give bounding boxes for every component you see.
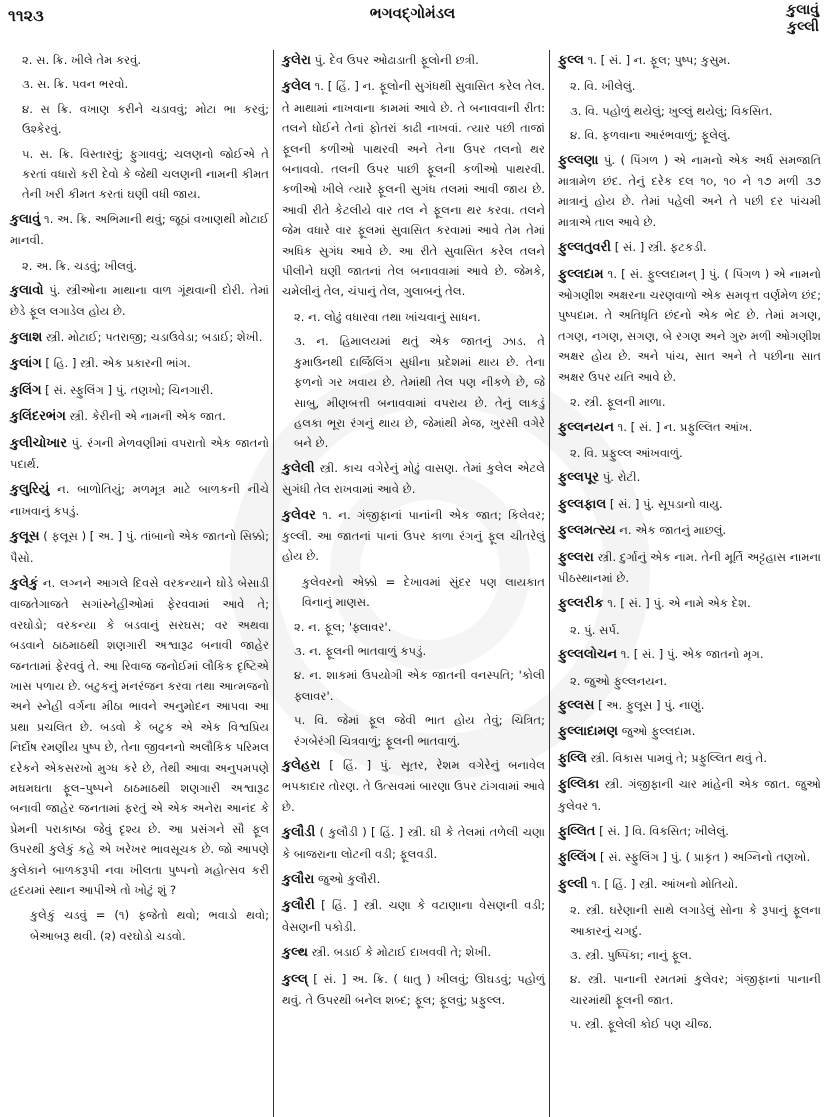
definition-text: પું. રોટી. [602, 470, 641, 485]
sub-sense: ૨. પું. સર્પ. [570, 622, 620, 637]
definition-text: [ અ. ફુલૂસ ] પું. નાણું. [598, 697, 705, 712]
headword: ફુલ્લિત [558, 824, 596, 839]
dictionary-entry [10, 479, 269, 521]
definition-text: ૧. [ હિં. ] સ્ત્રી. આંખનો મોતિયો. [591, 876, 739, 891]
headword: કુલ્થ [282, 945, 308, 961]
headword: ફુલ્લિ [558, 750, 587, 766]
book-title: ભગવદ્ગોમંડલ [369, 4, 456, 22]
headword: કુલૌડી [282, 825, 316, 841]
headword: ફુલ્લરીક [558, 596, 604, 612]
definition-text: પું. દેવ ઉપર ઓઢાડાતી ફૂલોની છત્રી. [314, 53, 479, 67]
dictionary-entry [282, 869, 545, 890]
headword: ફુલ્લ [558, 53, 584, 68]
headword: ફુલ્લસ [558, 697, 595, 713]
sub-sense: ૨. વિ. ખીલેલું. [570, 79, 636, 94]
headword: કુલૌરી [282, 898, 315, 914]
headword: કુલાંગ [10, 356, 42, 372]
dictionary-entry [10, 209, 269, 251]
sub-sense: ૩. ન. હિમાલયમાં થતું એક જાતનું ઝાડ. તે કુમાઉનથી દાર્જિલિંગ સુધીના પ્રદેશમાં થાય છે. તેના ફળનો ગર ખવાય છે. તેમાંથી તેલ પણ નીકળે છે, જે સાબુ, મીણબત્તી બનાવવામાં વપરાય છે. તેનું લાકડું હલકા ભૂરા રંગનું થાય છે, જેમાંથી મેજ, ખુરસી વગેરે બને છે. [294, 334, 545, 451]
headword: ફુલ્લનયન [558, 419, 614, 435]
dictionary-entry [282, 505, 545, 567]
dictionary-columns [0, 50, 825, 1117]
idiom-definition: કુલેકું ચડવું = (૧) ફજેતો થવો; ભવાડો થવો; બેઆબરૂ થવી. (૨) વરઘોડો ચડવો. [30, 908, 269, 943]
dictionary-entry [558, 821, 821, 842]
headword: ફુલ્લાદામણ [558, 724, 619, 740]
definition-text: ન. બાળોતિયું; મળમૂત્ર માટે બાળકની નીચે નાખવાનું કપડું. [10, 482, 269, 518]
definition-text: પું. રંગની મેળવણીમાં વપરાતો એક જાતનો પદાર્થ. [10, 435, 269, 471]
headword: ફુલ્લફાલ [558, 496, 607, 512]
definition-text: [ સં. ] વિ. વિકસિત; ખીલેલું. [599, 824, 729, 838]
headword: કુલાશ [10, 329, 43, 345]
definition-text: ૧. અ. ક્રિ. અભિમાની થવું; જૂઠાં વખાણથી મોટાઈ માનવી. [10, 211, 269, 248]
definition-text: ૧. [ સં. ] ન. ફૂલ; પુષ્પ; કુસુમ. [587, 53, 731, 67]
column-2 [273, 50, 549, 1117]
idiom-definition: કુલેવરનો એક્કો = દેખાવમાં સુંદર પણ લાયકાત વિનાનું માણસ. [302, 574, 545, 610]
definition-text: ૧. [ સં. ફુલ્લદામન્ ] પું. ( પિંગળ ) એ નામનો ઓગણીશ અક્ષરના ચરણવાળો એક સમવૃત્ત વર્ણમેળ છંદ; પુષ્પદામ. તે અતિધૃતિ છંદનો એક ભેદ છે. તેમાં મગણ, તગણ, નગણ, સગણ, બે રગણ અને ગુરુ મળી ઓગણીશ અક્ષર હોય છે. અને પાંચ, સાત અને તે પછીના સાત અક્ષર ઉપર યતિ આવે છે. [558, 266, 821, 384]
column-1 [0, 50, 273, 1117]
dictionary-entry [10, 327, 269, 348]
headword: કુલ્લ્ [282, 971, 308, 987]
definition-text: ન. લગ્નને આગલે દિવસે વરકન્યાને ઘોડે બેસાડી વાજતેગાજતે સગાંસ્નેહીઓમાં ફેરવવામાં આવે તે; વરઘોડો; વરકન્યા કે બડવાનું સરઘસ; વર અથવા બડવાને ઠાઠમાઠથી શણગારી અશ્વારૂઢ બનાવી જાહેર જનતામાં ફેરવવું તે. આ રિવાજ જનોઈમાં લૌકિક દૃષ્ટિએ ખાસ પળાય છે. બટુકનું મનરંજન કરવા તથા આત્મજનો અને સ્નેહી વર્ગના મીઠા ભાવને અનુમોદન આપવા આ પ્રથા પ્રચલિત છે. બડવો કે બટુક એ એક વિશ્વપ્રિય નિર્દોષ રમણીય પુષ્પ છે, તેના જીવનનો અલૌકિક પરિમલ દરેકને એકસરખો મુગ્ધ કરે છે, તેથી આવા અનુપમપણે મઘમઘતા ફૂલ–પુષ્પને ઠાઠમાઠથી શણગારી અશ્વારૂઢ બનાવી જાહેર જનતામાં ફરતું એ એક અનેરા આનંદ કે પ્રેમની પરાકાષ્ઠા જેવું દૃશ્ય છે. આ પ્રસંગને સૌ ફૂલ ઉપરથી કુલેકું કહે એ ખરેખર ભાવસૂચક છે. જો આપણે કુલેકાને બાળકરૂપી નવા ખીલતા પુષ્પનો મહોત્સવ કરી હૃદયમાં સ્થાન આપીએ તો ખોટું શું ? [10, 575, 269, 898]
dictionary-entry [558, 593, 821, 614]
guide-word-first: કુલાવું [786, 2, 819, 18]
definition-text: [ હિ. ] સ્ત્રી. એક પ્રકારની ભાંગ. [45, 356, 191, 371]
definition-text: [ સં. ] અ. ક્રિ. ( ધાતુ ) ખીલવું; ઊઘડવું; પહોળું થવું. તે ઉપરથી બનેલ શબ્દ; ફૂલ; ફૂલવું; પ્રફુલ્લ. [282, 971, 545, 1008]
headword: કુલેરા [282, 53, 311, 68]
headword: ફુલ્લિકા [558, 777, 600, 793]
headword: ફુલ્લપૂર [558, 470, 600, 486]
headword: ફુલ્લરા [558, 549, 594, 565]
headword: કુલુરિયું [10, 482, 50, 498]
guide-word-last: કુલ્લી [787, 19, 819, 35]
dictionary-entry [558, 264, 821, 387]
dictionary-entry [558, 644, 821, 665]
definition-text: સ્ત્રી. કેરીની એ નામની એક જાત. [69, 409, 226, 424]
dictionary-entry [558, 874, 821, 895]
sub-sense: ૨. ન. લોઢું વધારવા તથા ખાંચવાનું સાધન. [294, 309, 481, 324]
headword: કુલિંદરભંગ [10, 409, 66, 425]
sub-sense: ૨. ન. ફૂલ; 'ફ્લાવર'. [294, 619, 392, 634]
definition-text: ૧. [ સં. ] ન. પ્રફુલ્લિત આંખ. [617, 419, 753, 434]
sub-sense: ૨. અ. ક્રિ. ચડવું; ખીલવું. [22, 258, 137, 273]
sub-sense: ૩. વિ. પહોળું થયેલું; ખુલ્લું થયેલું; વિકસિત. [570, 103, 773, 118]
dictionary-entry [558, 774, 821, 816]
definition-text: ૧. [ સં. ] પું. એ નામે એક દેશ. [607, 596, 751, 611]
headword: કુલાવો [10, 283, 44, 299]
headword: ફુલ્લતુવરી [558, 240, 612, 256]
dictionary-entry [10, 353, 269, 374]
definition-text: પું. ( પિંગળ ) એ નામનો એક અર્ધ સમજાતિ માત્રામેળ છંદ. તેનું દરેક દલ ૧૦, ૧૦ ને ૧૭ મળી ૩૭ માત્રાનું હોય છે. તેમાં પહેલી અને તે પછી દર પાંચમી માત્રાએ તાલ આવે છે. [558, 152, 822, 229]
definition-text: ન. એક જાતનું માછલું. [619, 523, 727, 538]
dictionary-entry [558, 150, 821, 233]
definition-text: ( કુલૌડી ) [ હિં. ] સ્ત્રી. ઘી કે તેલમાં તળેલી ચણા કે બાજરાના લોટની વડી; ફૂલવડી. [282, 825, 545, 861]
sub-sense: ૩. સ્ત્રી. પુષ્પિકા; નાનું ફૂલ. [570, 948, 692, 963]
dictionary-entry [558, 847, 821, 868]
definition-text: [ સં. સ્ફુલિંગ ] પું. ( પ્રાકૃત ) અગ્નિનો તણખો. [600, 850, 811, 865]
dictionary-entry [558, 50, 821, 71]
headword: કુલૌરા [282, 872, 315, 888]
page-number: ૧૧૨૩ [8, 6, 44, 25]
dictionary-entry [282, 458, 545, 500]
dictionary-entry [558, 748, 821, 769]
dictionary-entry [558, 417, 821, 438]
sub-sense: ૨. સ. ક્રિ. ખીલે તેમ કરવું. [22, 53, 142, 67]
dictionary-entry [282, 76, 545, 301]
definition-text: જુઓ કુલૌરી. [317, 872, 381, 887]
headword: ફુલ્લમત્સ્ય [558, 523, 616, 539]
sub-sense: ૫. સ. ક્રિ. વિસ્તારવું; ફુગાવવું; ચલણનો જોઈએ તે કરતાં વધારો કરી દેવો કે જેથી ચલણની નામની કીમત તેની ખરી કીમત કરતાં ઘણી વધી જાય. [22, 146, 269, 202]
headword: કુલીચોખાર [10, 435, 67, 451]
definition-text: સ્ત્રી. દુર્ગાનું એક નામ. તેની મૂર્તિ અટ્ટહાસ નામના પીઠસ્થાનમાં છે. [558, 549, 821, 585]
sub-sense: ૪. સ ક્રિ. વખાણ કરીને ચડાવવું; મોટા ભા કરવું; ઉશ્કેરવું. [22, 101, 269, 137]
definition-text: સ્ત્રી. મોટાઈ; પતરાજી; ચડાઉવેડા; બડાઈ; શેખી. [45, 329, 263, 344]
definition-text: [ હિં. ] સ્ત્રી. ચણા કે વટાણાના વેસણની વડી; વેસણની પકોડી. [282, 898, 545, 934]
dictionary-entry [10, 380, 269, 401]
definition-text: સ્ત્રી. વિકાસ પામવું તે; પ્રફુલ્લિત થવું તે. [590, 750, 768, 765]
sub-sense: ૫. સ્ત્રી. ફૂલેલી કોઈ પણ ચીજ. [570, 1017, 713, 1032]
guide-words [786, 2, 819, 36]
headword: ફુલ્લલોચન [558, 647, 618, 663]
sub-sense: ૨. સ્ત્રી. ફૂલની માળા. [570, 395, 666, 410]
dictionary-entry [558, 547, 821, 589]
definition-text: ( ફલૂસ ) [ અ. ] પું. તાંબાનો એક જાતનો સિક્કો; પૈસો. [10, 529, 270, 565]
dictionary-entry [558, 721, 821, 742]
headword: ફુલ્લદામ [558, 266, 604, 282]
sub-sense: ૨. જુઓ ફુલ્લનયન. [570, 673, 668, 688]
headword: ફુલ્લણા [558, 152, 599, 168]
definition-text: પું. સ્ત્રીઓના માથાના વાળ ગૂંથવાની દોરી. તેમાં છેડે ફૂલ લગાડેલ હોય છે. [10, 283, 269, 319]
definition-text: જુઓ ફુલ્લદામ. [621, 724, 696, 739]
sub-sense: ૨. સ્ત્રી. ઘરેણાની સાથે લગાડેલું સોના કે રૂપાનું ફૂલના આકારનું ચગદું. [570, 903, 821, 938]
sub-sense: ૩. ન. ફૂલની ભાતવાળું કપડું. [294, 643, 427, 658]
headword: કુલેલી [282, 460, 315, 476]
definition-text: સ્ત્રી. બડાઈ કે મોટાઈ દાખવવી તે; શેખી. [311, 945, 492, 960]
headword: કુલેવર [282, 507, 316, 523]
definition-text: [ સં. સ્ફુલિંગ ] પું. તણખો; ચિનગારી. [45, 382, 214, 397]
dictionary-entry [10, 526, 269, 568]
page-header [0, 0, 825, 48]
dictionary-entry [558, 695, 821, 716]
definition-text: ૧. [ સં. ] પું. એક જાતનો મૃગ. [620, 647, 764, 662]
sub-sense: ૨. વિ. પ્રફુલ્લ આંખવાળું. [570, 445, 683, 460]
dictionary-entry [558, 494, 821, 515]
dictionary-entry [10, 573, 269, 901]
column-3 [549, 50, 825, 1117]
dictionary-entry [282, 755, 545, 817]
sub-sense: ૪. ન. શાકમાં ઉપયોગી એક જાતની વનસ્પતિ; 'કોલી ફ્લાવર'. [294, 668, 545, 703]
sub-sense: ૪. સ્ત્રી. પાનાની રમતમાં કુલેવર; ગંજીફાનાં પાનાની ચારમાંથી ફૂલની જાત. [570, 972, 821, 1007]
dictionary-entry [282, 822, 545, 864]
dictionary-entry [558, 467, 821, 488]
definition-text: [ હિં. ] પું. સૂતર, રેશમ વગેરેનું બનાવેલ ભપકાદાર તોરણ. તે ઉત્સવમાં બારણા ઉપર ટાંગવામાં આવે છે. [282, 758, 545, 814]
sub-sense: ૩. સ. ક્રિ. પવન ભરવો. [22, 77, 129, 92]
definition-text: સ્ત્રી. કાચ વગેરેનું મોઢું વાસણ. તેમાં કુલેલ એટલે સુગંધી તેલ રાખવામાં આવે છે. [282, 460, 545, 497]
sub-sense: ૪. વિ. ફળવાના આરંભવાળું; ફૂલેલું. [570, 128, 731, 143]
dictionary-entry [10, 406, 269, 427]
definition-text: ૧. ન. ગંજીફાનાં પાનાંની એક જાત; કિલેવર; કુલ્લી. આ જાતનાં પાનાં ઉપર કાળા રંગનું ફૂલ ચીતરેલું હોય છે. [282, 507, 546, 564]
definition-text: [ સં. ] પું. સૂપડાનો વાયુ. [609, 496, 723, 511]
headword: કુલેકું [10, 575, 39, 591]
dictionary-entry [282, 969, 545, 1011]
dictionary-entry [558, 520, 821, 541]
headword: કુલૂસ [10, 529, 40, 545]
sub-sense: ૫. વિ. જેમાં ફૂલ જેવી ભાત હોય તેવું; ચિત્રિત; રંગબેરંગી ચિત્રવાળું; ફૂલની ભાતવાળું. [294, 713, 545, 748]
definition-text: સ્ત્રી. ગંજીફાની ચાર માંહેની એક જાત. જુઓ કુલેવર ૧. [558, 777, 821, 813]
definition-text: ૧. [ હિં. ] ન. ફૂલોની સુગંધથી સુવાસિત કરેલ તેલ. તે માથામાં નાખવાના કામમાં આવે છે. તે બનાવવાની રીત: તલને ધોઈને તેનાં ફોતરાં કાઢી નાખવાં. ત્યાર પછી તાજાં ફૂલની કળીઓ પાથરવી અને તેના ઉપર તલનો થર બનાવવો. તલની ઉપર પાછી ફૂલની કળીઓ પાથરવી. કળીઓ ખીલે ત્યારે ફૂલની સુગંધ તલમાં આવી જાય છે. આવી રીતે કેટલીયે વાર તલ ને ફૂલના થર કરવા. તલને જેમ વધારે વાર ફૂલમાં સુવાસિત કરવામાં આવે તેમ તેમાં અધિક સુગંધ આવે છે. આ રીતે સુવાસિત કરેલ તલને પીલીને ઘણી જાતનાં તેલ બનાવવામાં આવે છે. જેમકે, ચમેલીનું તેલ, ચંપાનું તેલ, ગુલાબનું તેલ. [282, 79, 545, 299]
dictionary-entry [282, 895, 545, 937]
dictionary-entry [282, 50, 545, 71]
definition-text: [ સં. ] સ્ત્રી. ફટકડી. [614, 240, 707, 255]
headword: ફુલ્લિંગ [558, 850, 597, 866]
dictionary-entry [10, 280, 269, 322]
headword: કુલાવું [10, 211, 41, 227]
dictionary-entry [558, 237, 821, 258]
headword: ફુલ્લી [558, 876, 588, 892]
dictionary-entry [282, 942, 545, 963]
headword: કુલિંગ [10, 382, 42, 398]
dictionary-entry [10, 433, 269, 475]
headword: કુલેહરા [282, 758, 321, 773]
headword: કુલેલ [282, 79, 311, 95]
